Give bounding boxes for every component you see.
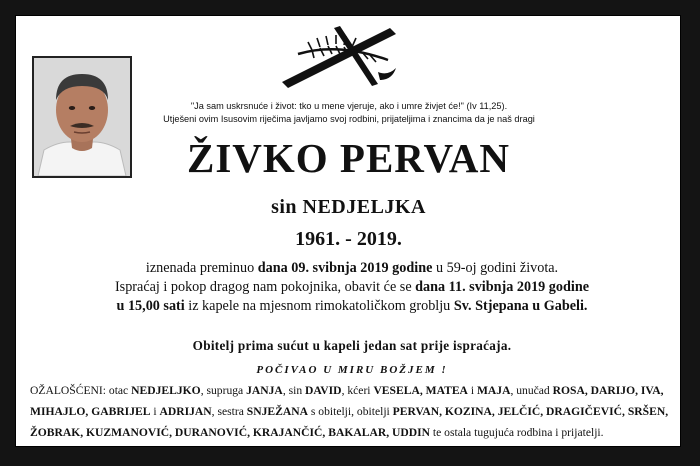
text: s obitelji, obitelji — [307, 405, 393, 418]
text: Ispraćaj i pokop dragog nam pokojnika, obavit će se — [114, 279, 416, 295]
son-of: sin NEDJELJKA — [271, 196, 426, 218]
text: i — [150, 405, 160, 418]
text: i — [467, 384, 477, 397]
name: ŽOBRAK, KUZMANOVIĆ, DURANOVIĆ, KRAJANČIĆ, BAKALAR, UDDIN — [30, 426, 430, 439]
mourners-list — [30, 380, 670, 443]
name: VESELA, MATEA — [373, 384, 468, 397]
name: ROSA, DARIJO, IVA, — [552, 384, 664, 397]
cross-with-palm-icon — [278, 24, 410, 90]
mourners-line-1 — [30, 380, 670, 401]
announcement-line-2 — [62, 278, 642, 297]
life-years: 1961. - 2019. — [295, 228, 402, 250]
portrait-photo — [32, 56, 132, 178]
text: , sestra — [211, 405, 247, 418]
announcement-line-1 — [62, 259, 642, 278]
text: , unučad — [510, 384, 553, 397]
condolences-note: Obitelj prima sućut u kapeli jedan sat prije ispraćaja. — [192, 338, 512, 353]
text: te ostala tugujuća rodbina i prijatelji. — [430, 426, 604, 439]
deceased-name: ŽIVKO PERVAN — [186, 135, 511, 181]
text: u 59-oj godini života. — [432, 260, 559, 276]
death-announcement — [62, 259, 642, 316]
text: OŽALOŠĆENI: otac — [30, 384, 132, 397]
announcement-line-3 — [62, 297, 642, 316]
verse-line-1: "Ja sam uskrsnuće i život: tko u mene vjeruje, ako i umre živjet će!" (Iv 11,25). — [190, 101, 508, 111]
name: JANJA — [246, 384, 283, 397]
rest-in-peace: POČIVAO U MIRU BOŽJEM ! — [256, 364, 448, 376]
name: PERVAN, KOZINA, JELČIĆ, DRAGIČEVIĆ, SRŠEN, — [392, 405, 669, 418]
verse-line-2: Utješeni ovim Isusovim riječima javljamo svoj rodbini, prijateljima i znancima da je naš dragi — [163, 114, 535, 124]
name: MAJA — [476, 384, 511, 397]
text: iznenada preminuo — [145, 260, 258, 276]
bible-verse — [144, 100, 554, 126]
text: , sin — [282, 384, 306, 397]
text: , kćeri — [341, 384, 374, 397]
obituary-sheet — [16, 16, 680, 446]
name: ADRIJAN — [159, 405, 212, 418]
funeral-date: dana 11. svibnja 2019 godine — [415, 279, 590, 295]
name: DAVID — [305, 384, 342, 397]
text: iz kapele na mjesnom rimokatoličkom groblju — [184, 298, 454, 314]
mourners-line-3 — [30, 422, 670, 443]
name: SNJEŽANA — [246, 405, 308, 418]
funeral-time: u 15,00 sati — [116, 298, 185, 314]
name: MIHAJLO, GABRIJEL — [30, 405, 151, 418]
cemetery-name: Sv. Stjepana u Gabeli. — [453, 298, 588, 314]
name: NEDJELJKO — [131, 384, 201, 397]
death-date: dana 09. svibnja 2019 godine — [257, 260, 433, 276]
text: , supruga — [200, 384, 247, 397]
mourners-line-2 — [30, 401, 670, 422]
